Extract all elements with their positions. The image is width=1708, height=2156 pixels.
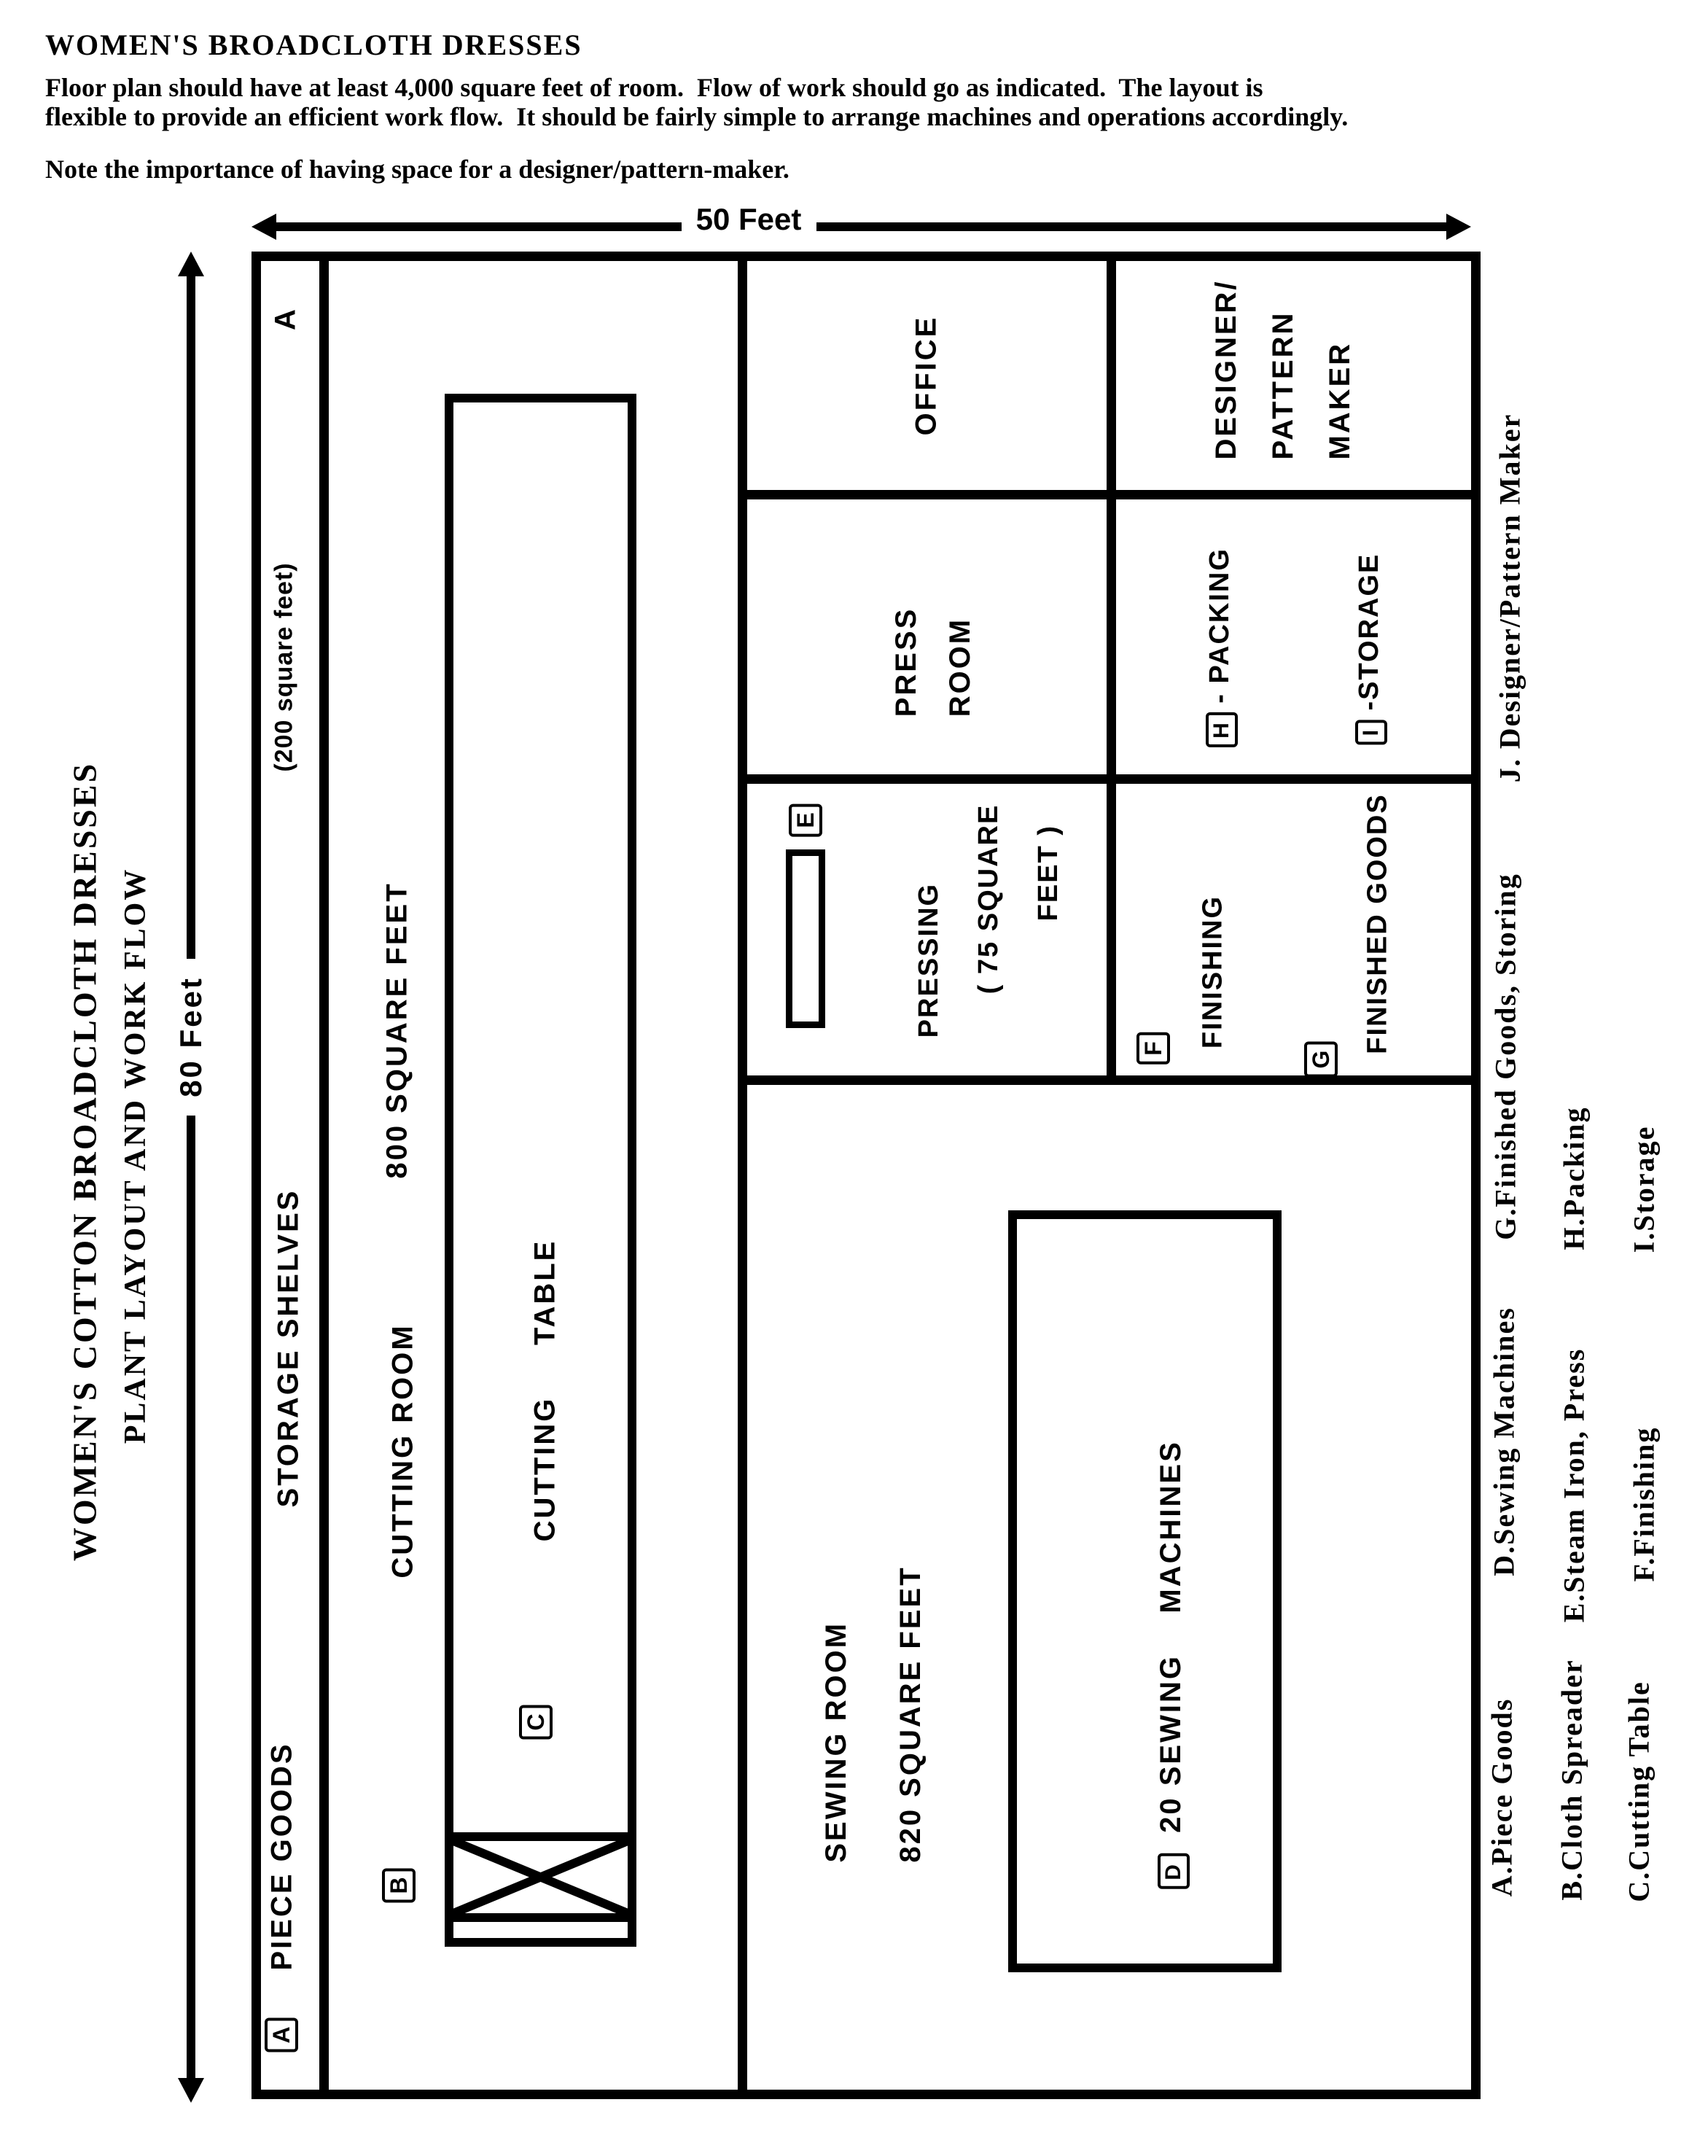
- pressing-label: [899, 804, 1078, 1038]
- width-dimension-line-left: [276, 222, 682, 231]
- wall-office-designer-divider: [1107, 252, 1116, 499]
- finished-goods-label: FINISHED GOODS: [1362, 793, 1393, 1054]
- diagram-subtitle-vertical: PLANT LAYOUT AND WORK FLOW: [119, 867, 152, 1444]
- finishing-label: FINISHING: [1197, 895, 1228, 1049]
- press-room-label: [879, 607, 987, 717]
- legend-item-b: B.Cloth Spreader: [1555, 1659, 1588, 1901]
- cutting-room-label: CUTTING ROOM: [386, 1323, 419, 1579]
- width-dimension-line-right: [816, 222, 1446, 231]
- intro-paragraph-line-2: flexible to provide an efficient work flow. It should be fairly simple to arrange machines and operations accordingly.: [45, 102, 1349, 131]
- height-arrowhead-top: [178, 252, 204, 276]
- flow-letter-a-top: A: [269, 307, 302, 330]
- legend-item-f: F.Finishing: [1627, 1426, 1661, 1582]
- flow-letter-b-boxed: B: [382, 1868, 416, 1902]
- page-title: WOMEN'S BROADCLOTH DRESSES: [45, 28, 582, 61]
- designer-line-1: DESIGNER/: [1210, 279, 1242, 460]
- storage-shelves-label: STORAGE SHELVES: [272, 1188, 305, 1508]
- flow-letter-a-boxed: A: [265, 2017, 298, 2052]
- cutting-room-area-label: 800 SQUARE FEET: [381, 882, 413, 1179]
- legend-item-c: C.Cutting Table: [1622, 1681, 1656, 1902]
- packing-text: - PACKING: [1204, 548, 1235, 713]
- sewing-machines-label: [1155, 1440, 1190, 1889]
- width-arrowhead-left: [251, 214, 276, 240]
- steam-press-outline: [786, 849, 825, 1028]
- diagram-title-vertical: WOMEN'S COTTON BROADCLOTH DRESSES: [66, 761, 104, 1562]
- height-dimension-line-lower: [187, 1116, 195, 2078]
- sewing-room-line-1: SEWING ROOM: [820, 1621, 852, 1863]
- sewing-machines-text: 20 SEWING MACHINES: [1155, 1440, 1187, 1854]
- flow-letter-h-boxed: H: [1206, 712, 1238, 747]
- height-dimension-line-upper: [187, 276, 195, 959]
- intro-paragraph-line-1: Floor plan should have at least 4,000 square feet of room. Flow of work should go as indicated. The layout is: [45, 73, 1263, 102]
- cloth-spreader-top-line: [453, 1832, 628, 1841]
- flow-letter-g-boxed: G: [1304, 1042, 1338, 1078]
- designer-line-2: PATTERN: [1267, 311, 1299, 460]
- legend-item-j: J. Designer/Pattern Maker: [1493, 413, 1526, 783]
- sewing-machines-outline: [1008, 1210, 1282, 1972]
- sewing-room-label: [799, 1565, 948, 1862]
- legend-item-g: G.Finished Goods, Storing: [1489, 873, 1522, 1240]
- height-dimension-label: 80 Feet: [173, 976, 208, 1097]
- storage-text: -STORAGE: [1354, 553, 1384, 720]
- flow-letter-c-boxed: C: [519, 1705, 553, 1739]
- legend-item-i: I.Storage: [1627, 1125, 1661, 1253]
- piece-goods-label: PIECE GOODS: [265, 1742, 298, 1971]
- press-room-line-2: ROOM: [944, 617, 976, 717]
- sewing-room-line-2: 820 SQUARE FEET: [894, 1565, 927, 1863]
- storage-label: [1354, 553, 1387, 745]
- wall-outer-top: [251, 252, 1481, 261]
- cloth-spreader-x-icon: [453, 1841, 628, 1913]
- cloth-spreader-bottom-line: [453, 1913, 628, 1922]
- flow-letter-e-boxed: E: [789, 803, 822, 836]
- pressing-line-1: PRESSING: [913, 882, 944, 1038]
- wall-outer-left: [251, 252, 261, 2099]
- height-arrowhead-bottom: [178, 2078, 204, 2103]
- receiving-area-label: (200 square feet): [270, 562, 298, 772]
- wall-outer-bottom: [251, 2090, 1481, 2099]
- flow-letter-i-boxed: I: [1355, 720, 1387, 744]
- flow-letter-d-boxed: D: [1158, 1853, 1190, 1889]
- wall-outer-right: [1471, 252, 1481, 2099]
- cutting-table-label: CUTTING TABLE: [529, 1239, 561, 1542]
- pressing-line-2: ( 75 SQUARE: [973, 803, 1004, 995]
- legend-item-h: H.Packing: [1557, 1106, 1591, 1250]
- designer-line-3: MAKER: [1324, 341, 1356, 460]
- wall-press-packing-divider: [1107, 490, 1116, 784]
- note-line: Note the importance of having space for a designer/pattern-maker.: [45, 155, 789, 184]
- press-room-line-1: PRESS: [890, 607, 922, 717]
- wall-pressing-finishing-divider: [1107, 774, 1116, 1085]
- legend-item-a: A.Piece Goods: [1485, 1697, 1518, 1897]
- width-arrowhead-right: [1446, 214, 1471, 240]
- packing-label: [1204, 548, 1238, 747]
- legend-item-d: D.Sewing Machines: [1487, 1307, 1521, 1576]
- width-dimension-label: 50 Feet: [695, 202, 802, 236]
- flow-letter-f-boxed: F: [1136, 1032, 1170, 1065]
- designer-pattern-maker-label: [1198, 279, 1368, 459]
- office-label: OFFICE: [910, 315, 943, 436]
- wall-receiving-strip-divider: [319, 252, 329, 2099]
- legend-item-e: E.Steam Iron, Press: [1557, 1347, 1591, 1623]
- wall-main-vertical-divider: [738, 252, 747, 2099]
- pressing-line-3: FEET ): [1033, 824, 1064, 922]
